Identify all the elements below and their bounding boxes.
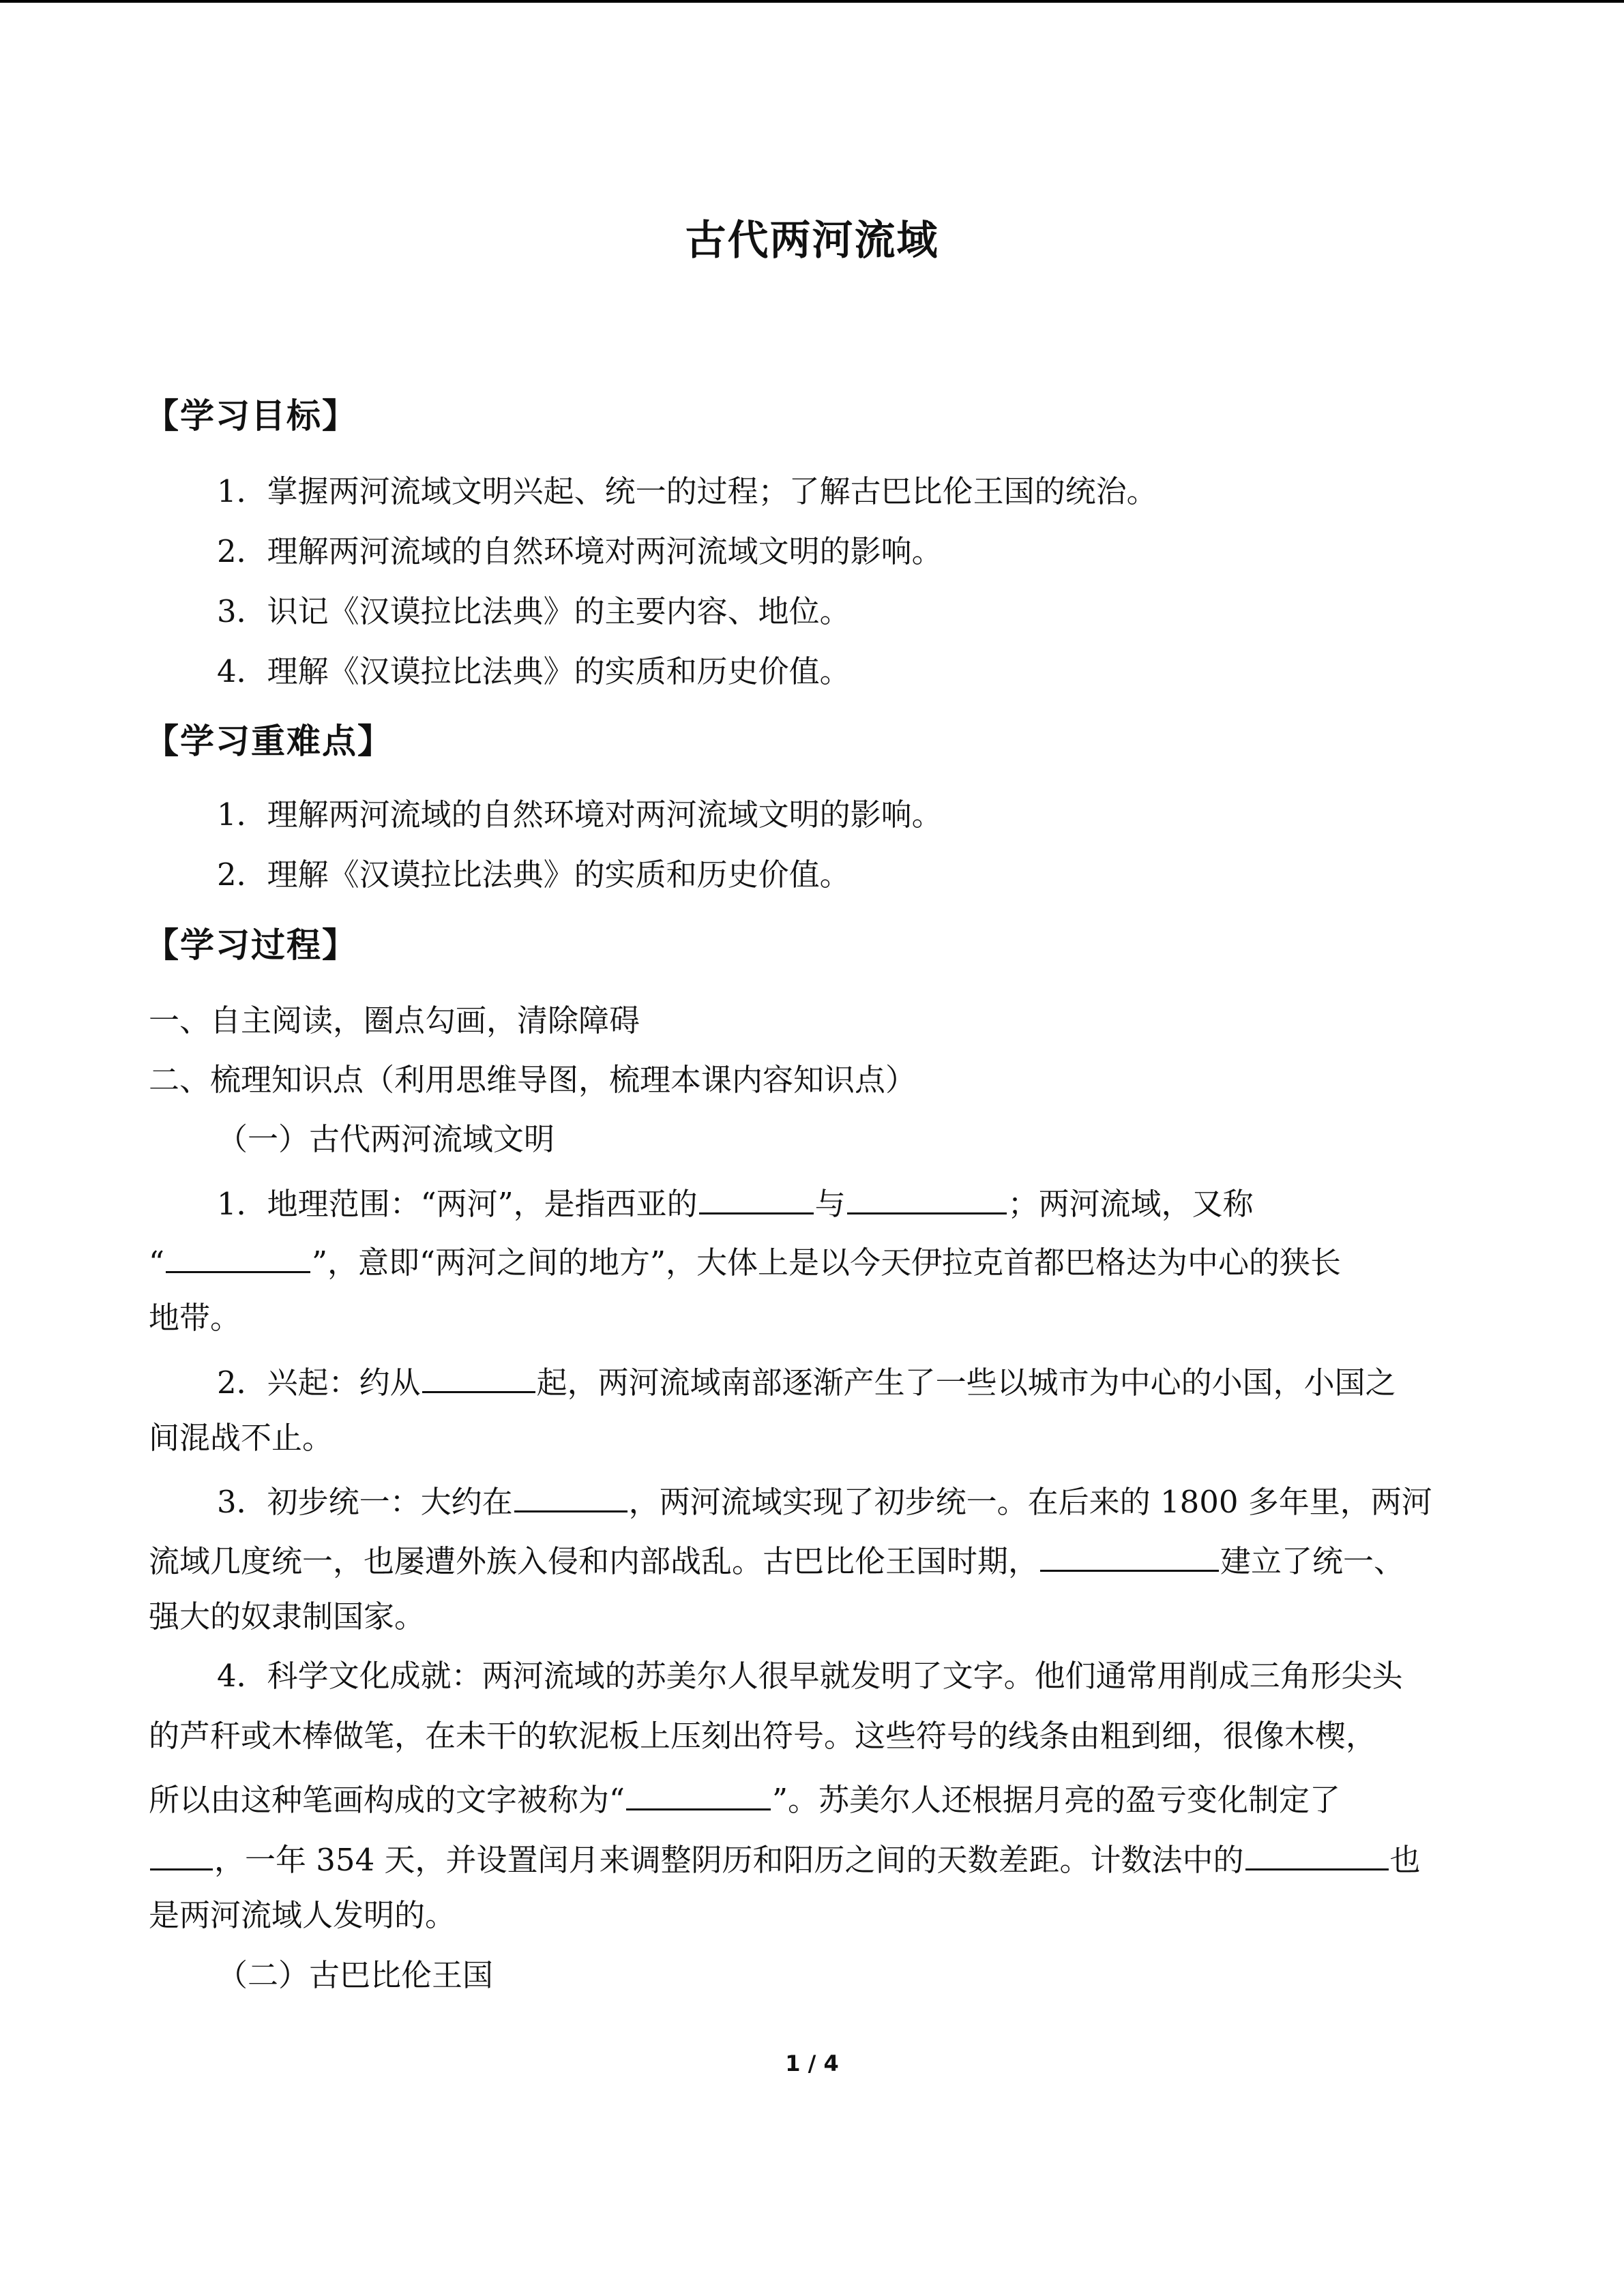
item-unification-text: ，两河流域实现了初步统一。在后来的 1800 多年里，两河: [628, 1484, 1432, 1520]
item-culture-text: ”。苏美尔人还根据月亮的盈亏变化制定了: [772, 1782, 1341, 1818]
item-geography-text: 1．地理范围：“两河”，是指西亚的: [217, 1186, 698, 1222]
item-culture-text: ，一年 354 天，并设置闰月来调整阴历和阳历之间的天数差距。计数法中的: [214, 1842, 1244, 1878]
item-culture-line-5: 是两河流域人发明的。: [149, 1897, 456, 1933]
heading-key-points: 【学习重难点】: [145, 721, 393, 761]
item-geography-line-2: [149, 1242, 1342, 1281]
item-unification-text: 建立了统一、: [1220, 1543, 1405, 1579]
page-number: 1 / 4: [785, 2051, 839, 2076]
key-point-item-1: 1．理解两河流域的自然环境对两河流域文明的影响。: [217, 796, 943, 833]
heading-learning-goals: 【学习目标】: [145, 396, 357, 436]
fill-blank-founder[interactable]: [1040, 1541, 1219, 1572]
fill-blank-unification-time[interactable]: [514, 1482, 628, 1512]
fill-blank-river-1[interactable]: [699, 1184, 814, 1214]
item-rise-line-1: [217, 1362, 1396, 1401]
item-unification-line-3: 强大的奴隶制国家。: [149, 1598, 426, 1635]
item-geography-text: ；两河流域，又称: [1007, 1186, 1254, 1222]
item-culture-text: 所以由这种笔画构成的文字被称为“: [149, 1782, 625, 1818]
heading-learning-process: 【学习过程】: [145, 925, 357, 965]
process-step-two: 二、梳理知识点（利用思维导图，梳理本课内容知识点）: [149, 1062, 917, 1098]
subsection-ancient-civilization: （一）古代两河流域文明: [217, 1121, 555, 1157]
item-rise-text: 起，两河流域南部逐渐产生了一些以城市为中心的小国，小国之: [536, 1365, 1396, 1401]
subsection-babylon: （二）古巴比伦王国: [217, 1957, 494, 1993]
item-geography-line-1: [217, 1184, 1254, 1222]
goal-item-3: 3．识记《汉谟拉比法典》的主要内容、地位。: [217, 593, 851, 629]
goal-item-1: 1．掌握两河流域文明兴起、统一的过程；了解古巴比伦王国的统治。: [217, 473, 1157, 509]
item-culture-line-2: 的芦秆或木棒做笔，在未干的软泥板上压刻出符号。这些符号的线条由粗到细，很像木楔，: [149, 1718, 1377, 1754]
item-rise-text: 2．兴起：约从: [217, 1365, 421, 1401]
item-culture-line-1: 4．科学文化成就：两河流域的苏美尔人很早就发明了文字。他们通常用削成三角形尖头: [217, 1658, 1403, 1694]
item-geography-line-3: 地带。: [149, 1300, 241, 1336]
item-geography-text: ”，意即“两河之间的地方”，大体上是以今天伊拉克首都巴格达为中心的狭长: [312, 1244, 1342, 1281]
fill-blank-script-name[interactable]: [626, 1780, 771, 1810]
fill-blank-rise-time[interactable]: [422, 1362, 535, 1393]
item-geography-text: “: [149, 1244, 165, 1281]
item-unification-line-1: [217, 1482, 1432, 1520]
item-geography-text: 与: [814, 1186, 846, 1222]
item-culture-line-4: [149, 1840, 1421, 1878]
process-step-one: 一、自主阅读，圈点勾画，清除障碍: [149, 1002, 640, 1039]
goal-item-4: 4．理解《汉谟拉比法典》的实质和历史价值。: [217, 653, 851, 689]
item-culture-text: 也: [1389, 1842, 1421, 1878]
item-unification-line-2: [149, 1541, 1404, 1577]
item-rise-line-2: 间混战不止。: [149, 1420, 334, 1456]
item-unification-text: 3．初步统一：大约在: [217, 1484, 513, 1520]
fill-blank-region-name[interactable]: [166, 1242, 310, 1273]
document-title: 古代两河流域: [685, 217, 939, 265]
key-point-item-2: 2．理解《汉谟拉比法典》的实质和历史价值。: [217, 856, 851, 893]
fill-blank-river-2[interactable]: [847, 1184, 1007, 1214]
goal-item-2: 2．理解两河流域的自然环境对两河流域文明的影响。: [217, 533, 943, 569]
fill-blank-calendar[interactable]: [150, 1840, 213, 1870]
item-culture-line-3: [149, 1780, 1341, 1818]
fill-blank-numeral-system[interactable]: [1245, 1840, 1389, 1870]
item-unification-text: 流域几度统一，也屡遭外族入侵和内部战乱。古巴比伦王国时期，: [149, 1543, 1039, 1579]
